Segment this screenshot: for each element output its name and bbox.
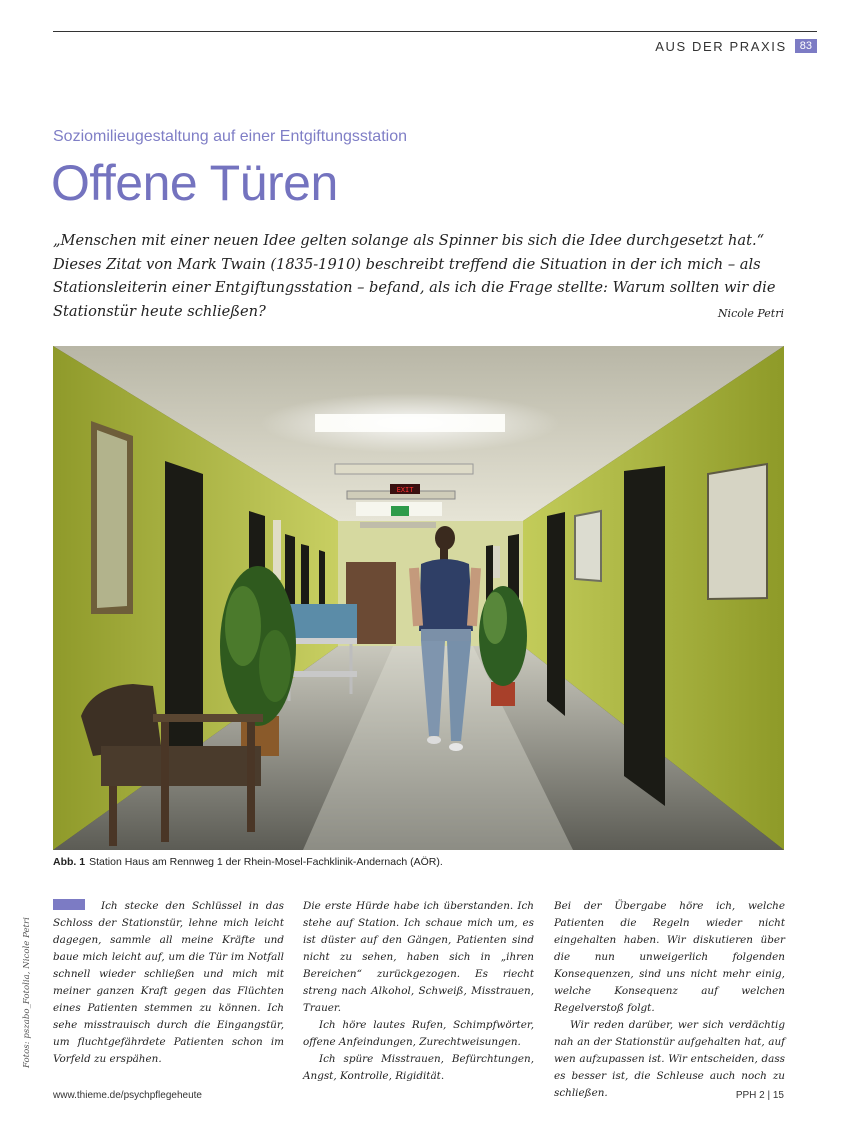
- body-paragraph: Die erste Hürde habe ich überstanden. Ich stehe auf Station. Ich schaue mich um, es ist düster auf den Gängen, Patienten sind nicht zu sehen, haben sich in „ihren Bereichen“ zurückgezogen. Es riecht streng nach Alkohol, Schweiß, Misstrauen, Trauer.: [303, 900, 534, 1014]
- section-label: AUS DER PRAXIS: [655, 38, 787, 54]
- body-paragraph: Wir reden darüber, wer sich verdächtig nah an der Stationstür aufgehalten hat, auf wen aufzupassen ist. Wir entscheiden, dass es besser ist, die Schleuse auch noch zu schließen.: [554, 1019, 785, 1099]
- exit-sign-text: EXIT: [396, 486, 414, 494]
- body-paragraph: Bei der Übergabe höre ich, welche Patienten die Regeln wieder nicht eingehalten haben. Wir diskutieren über die nun unweigerlich folgenden Konsequenzen, sind uns nicht mehr einig, welche Konsequenz auf welchen Regelverstoß folgt.: [554, 900, 785, 1014]
- figure-caption: [53, 856, 443, 868]
- article-title: Offene Türen: [51, 155, 338, 211]
- body-paragraph: Ich höre lautes Rufen, Schimpfwörter, offene Anfeindungen, Zurechtweisungen.: [303, 1019, 534, 1048]
- paragraph-marker: [53, 899, 85, 910]
- article-author: Nicole Petri: [717, 307, 784, 320]
- running-header: [655, 38, 817, 54]
- body-paragraph-text: Ich stecke den Schlüssel in das Schloss der Stationstür, lehne mich leicht dagegen, sammle all meine Kräfte und baue mich leicht auf, um die Tür im Notfall schnell wieder schließen und mich mit meiner ganzen Kraft gegen das Flüchten eines Patienten stemmen zu können. Ich sehe misstrauisch durch die Eingangstür, um fluchtgefährdete Patienten schon im Vorfeld zu erspähen.: [53, 900, 284, 1065]
- body-paragraph: [53, 898, 284, 1068]
- top-rule: [53, 31, 817, 32]
- hallway-photo: [53, 346, 784, 850]
- hallway-illustration: [53, 346, 784, 850]
- page-number-badge: 83: [795, 39, 817, 53]
- figure-caption-text: Station Haus am Rennweg 1 der Rhein-Mosel-Fachklinik-Andernach (AÖR).: [89, 856, 443, 868]
- footer-issue: PPH 2 | 15: [735, 1090, 784, 1101]
- article-kicker: Soziomilieugestaltung auf einer Entgiftungsstation: [53, 128, 407, 145]
- figure-label: Abb. 1: [53, 856, 86, 868]
- article-lead: „Menschen mit einer neuen Idee gelten solange als Spinner bis sich die Idee durchgesetzt hat.“ Dieses Zitat von Mark Twain (1835-1910) beschreibt treffend die Situation in der ich mich – als Stationsleiterin einer Entgiftungsstation – befand, als ich die Frage stellte: Warum sollten wir die Stationstür heute schließen?: [53, 232, 776, 320]
- footer-url: www.thieme.de/psychpflegeheute: [53, 1090, 202, 1101]
- body-column-2: [303, 898, 534, 1085]
- body-column-1: [53, 898, 284, 1068]
- body-column-3: [554, 898, 785, 1102]
- photo-credit: Fotos: pszabo_Fotolia, Nicole Petri: [22, 917, 32, 1068]
- body-paragraph: Ich spüre Misstrauen, Befürchtungen, Angst, Kontrolle, Rigidität.: [303, 1053, 534, 1082]
